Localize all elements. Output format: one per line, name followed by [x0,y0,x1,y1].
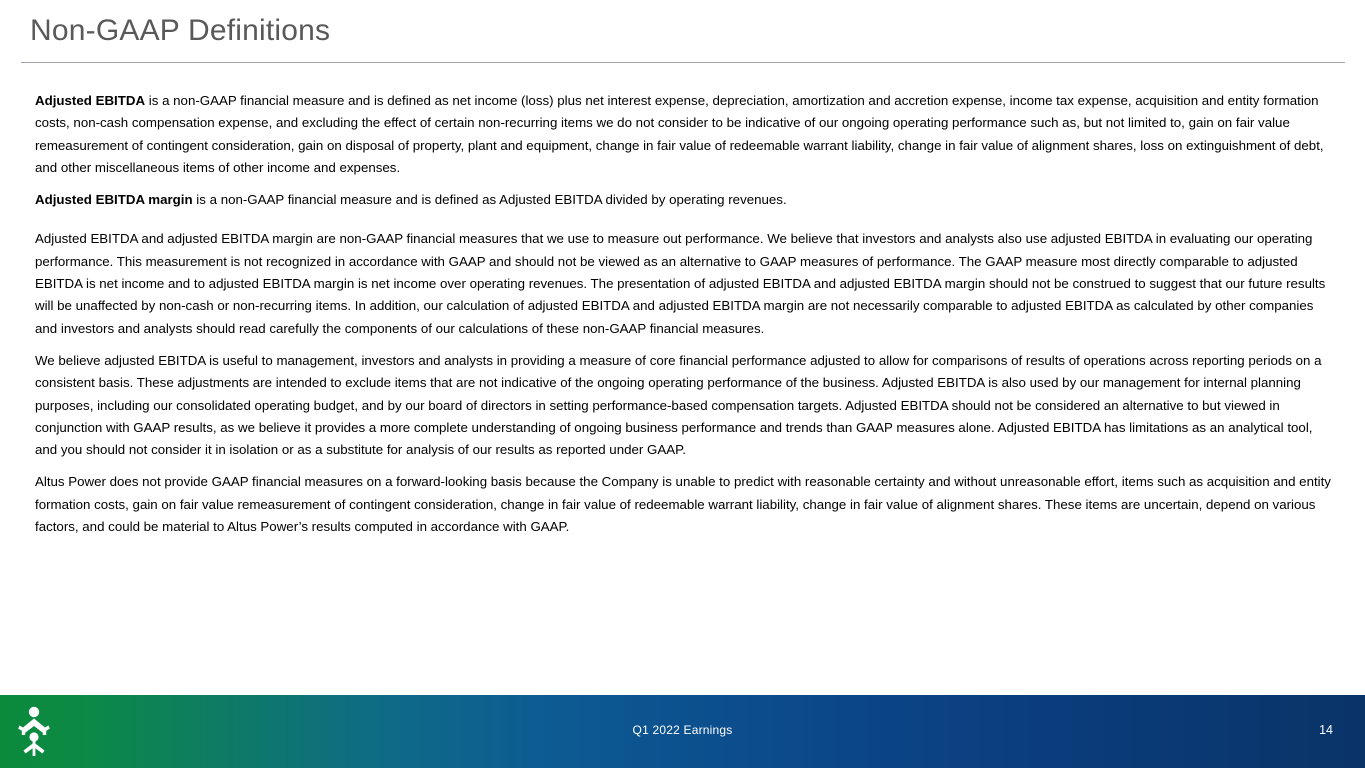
paragraph-forward-looking [35,471,1331,538]
paragraph-lead-label: Adjusted EBITDA [35,93,146,108]
paragraph-measures-usage [35,228,1331,339]
paragraph-text: is a non-GAAP financial measure and is defined as net income (loss) plus net interest expense, depreciation, amortization and accretion expense, income tax expense, acquisition and entity formation costs, non-cash compensation expense, and excluding the effect of certain non-recurring items we do not consider to be indicative of our ongoing operating performance such as, but not limited to, gain on fair value remeasurement of contingent consideration, gain on disposal of property, plant and equipment, change in fair value of redeemable warrant liability, change in fair value of alignment shares, loss on extinguishment of debt, and other miscellaneous items of other income and expenses. [35,93,1324,175]
paragraph-text: is a non-GAAP financial measure and is defined as Adjusted EBITDA divided by operating revenues. [192,192,787,208]
slide-body [35,90,1331,548]
paragraph-usefulness [35,350,1331,461]
paragraph-text: Altus Power does not provide GAAP financial measures on a forward-looking basis because the Company is unable to predict with reasonable certainty and without unreasonable effort, items such as acquisition and entity formation costs, gain on fair value remeasurement of contingent consideration, change in fair value of redeemable warrant liability, change in fair value of alignment shares. These items are uncertain, depend on various factors, and could be material to Altus Power’s results computed in accordance with GAAP. [35,474,1331,535]
slide-footer [0,695,1365,768]
paragraph-text: We believe adjusted EBITDA is useful to management, investors and analysts in providing a measure of core financial performance adjusted to allow for comparisons of results of operations across reporting periods on a consistent basis. These adjustments are intended to exclude items that are not indicative of the ongoing operating performance of the business. Adjusted EBITDA is also used by our management for internal planning purposes, including our consolidated operating budget, and by our board of directors in setting performance-based compensation targets. Adjusted EBITDA should not be considered an alternative to but viewed in conjunction with GAAP results, as we believe it provides a more complete understanding of ongoing business performance and trends than GAAP measures alone. Adjusted EBITDA has limitations as an analytical tool, and you should not consider it in isolation or as a substitute for analysis of our results as reported under GAAP. [35,352,1322,458]
title-divider [21,62,1345,63]
paragraph-lead-label: Adjusted EBITDA margin [35,192,193,208]
footer-center-label: Q1 2022 Earnings [632,723,733,737]
paragraph-text: Adjusted EBITDA and adjusted EBITDA margin are non-GAAP financial measures that we use to measure out performance. We believe that investors and analysts also use adjusted EBITDA in evaluating our operating performance. This measurement is not recognized in accordance with GAAP and should not be viewed as an alternative to GAAP measures of performance. The GAAP measure most directly comparable to adjusted EBITDA is net income and to adjusted EBITDA margin is net income over operating revenues. The presentation of adjusted EBITDA and adjusted EBITDA margin should not be construed to suggest that our future results will be unaffected by non-cash or non-recurring items. In addition, our calculation of adjusted EBITDA and adjusted EBITDA margin are not necessarily comparable to adjusted EBITDA as calculated by other companies and investors and analysts should read carefully the components of our calculations of these non-GAAP financial measures. [35,231,1326,336]
paragraph-adjusted-ebitda [35,90,1331,179]
page-title: Non-GAAP Definitions [30,14,331,47]
footer-page-number: 14 [1319,723,1333,737]
paragraph-adjusted-ebitda-margin [35,189,1331,211]
